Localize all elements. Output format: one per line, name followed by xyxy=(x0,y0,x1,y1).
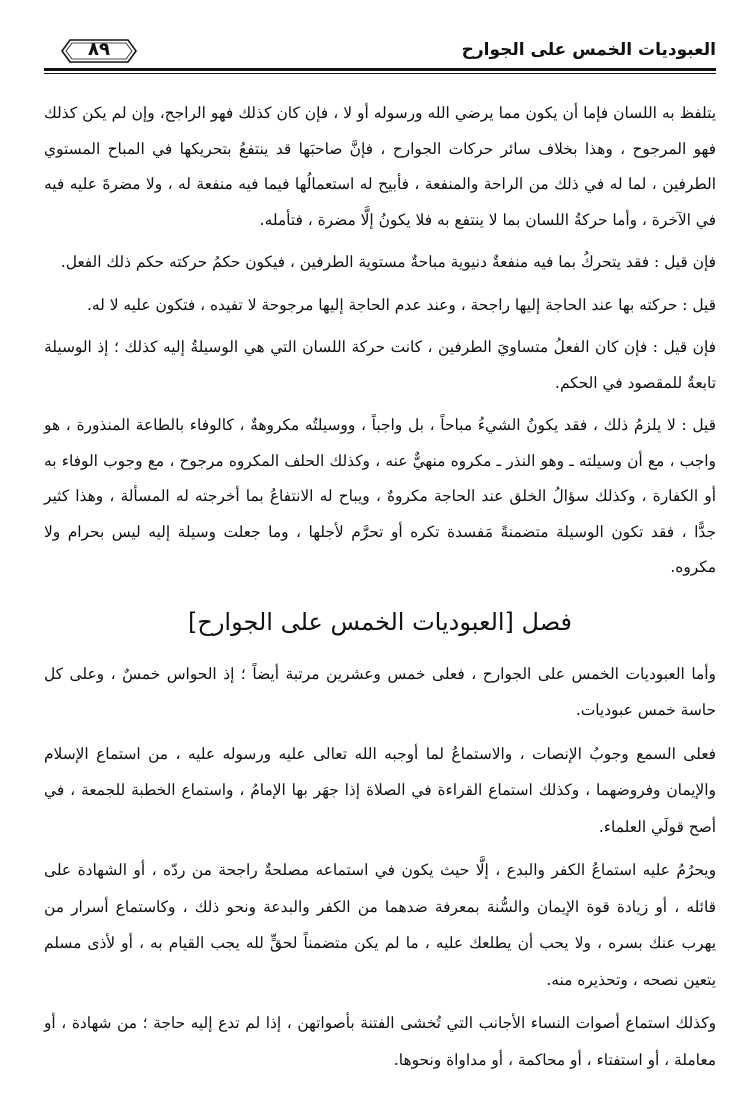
page-header xyxy=(44,30,716,76)
paragraph: ويحرُمُ عليه استماعُ الكفر والبدع ، إلَّا حيث يكون في استماعه مصلحةٌ راجحة من ردّه ، أو الشهادة على قائله ، أو زيادة قوة الإيمان والسُّنة بمعرفة ضدهما من الكفر والبدعة ونحو ذلك ، وكاستماع أسرار من يهرب عنك بسره ، ولا يحب أن يطلعك عليه ، ما لم يكن متضمناً لحقٍّ لله يجب القيام به ، أو لأذى مسلم يتعين نصحه ، وتحذيره منه. xyxy=(44,861,716,989)
header-rule-thin xyxy=(44,73,716,74)
paragraph: قيل : حركته بها عند الحاجة إليها راجحة ، وعند عدم الحاجة إليها مرجوحة لا تفيده ، فتكون عليه لا له. xyxy=(87,295,716,314)
section-five-servitudes xyxy=(44,656,716,1079)
paragraph: وأما العبوديات الخمس على الجوارح ، فعلى خمس وعشرين مرتبة أيضاً ؛ إذ الحواس خمسٌ ، وعلى كل حاسة خمس عبوديات. xyxy=(44,664,716,719)
header-rule-thick xyxy=(44,68,716,71)
paragraph: قيل : لا يلزمُ ذلك ، فقد يكونُ الشيءُ مباحاً ، بل واجباً ، ووسيلتُه مكروهةٌ ، كالوفاء بالطاعة المنذورة ، هو واجب ، مع أن وسيلته ـ وهو النذر ـ مكروه منهيٌّ عنه ، وكذلك الحلف المكروه مرجوح ، مع وجوب الوفاء به أو الكفارة ، وكذلك سؤالُ الخلق عند الحاجة مكروهٌ ، ويباح له الانتفاعُ بما أخرجته له المسألة ، وهذا كثير جدًّا ، فقد تكون الوسيلة متضمنةً مَفسدة تكره أو تحرَّم لأجلها ، وما جعلت وسيلة إليه ليس بحرام ولا مكروه. xyxy=(44,416,716,576)
section-heading: فصل [العبوديات الخمس على الجوارح] xyxy=(187,607,572,636)
paragraph: فعلى السمع وجوبُ الإنصات ، والاستماعُ لما أوجبه الله تعالى عليه ورسوله عليه ، من استماع الإسلام والإيمان وفروضهما ، وكذلك استماع القراءة في الصلاة إذا جهَر بها الإمامُ ، واستماع الخطبة للجمعة ، في أصح قولَي العلماء. xyxy=(44,744,716,836)
page-number: ٨٩ xyxy=(88,39,110,60)
section-continued-text xyxy=(44,96,716,586)
page-body xyxy=(44,96,716,1085)
paragraph: فإن قيل : فقد يتحركُ بما فيه منفعةٌ دنيوية مباحةٌ مستوية الطرفين ، فيكون حكمُ حركته حكم ذلك الفعل. xyxy=(60,253,716,271)
paragraph: يتلفظ به اللسان فإما أن يكون مما يرضي الله ورسوله أو لا ، فإن كان كذلك فهو الراجح، وإن لم يكن كذلك فهو المرجوح ، وهذا بخلاف سائر حركات الجوارح ، فإنَّ صاحبَها قد ينتفعُ بتحريكها في المباح المستوي الطرفين ، لما له في ذلك من الراحة والمنفعة ، فأبيح له استعمالُها فيما فيه منفعة له ، ولا مضرةَ عليه فيه في الآخرة ، وأما حركةُ اللسان بما لا ينتفع به فلا يكونُ إلَّا مضرة ، فتأمله. xyxy=(44,104,716,229)
running-title: العبوديات الخمس على الجوارح xyxy=(461,40,716,60)
page-number-frame xyxy=(60,38,138,64)
paragraph: وكذلك استماع أصوات النساء الأجانب التي تُخشى الفتنة بأصواتهن ، إذا لم تدع إليه حاجة ؛ من شهادة ، أو معاملة ، أو استفتاء ، أو محاكمة ، أو مداواة ونحوها. xyxy=(44,1014,716,1069)
paragraph: فإن قيل : فإن كان الفعلُ متساويَ الطرفين ، كانت حركة اللسان التي هي الوسيلةُ إليه كذلك ؛ إذ الوسيلة تابعةٌ للمقصود في الحكم. xyxy=(44,338,716,392)
